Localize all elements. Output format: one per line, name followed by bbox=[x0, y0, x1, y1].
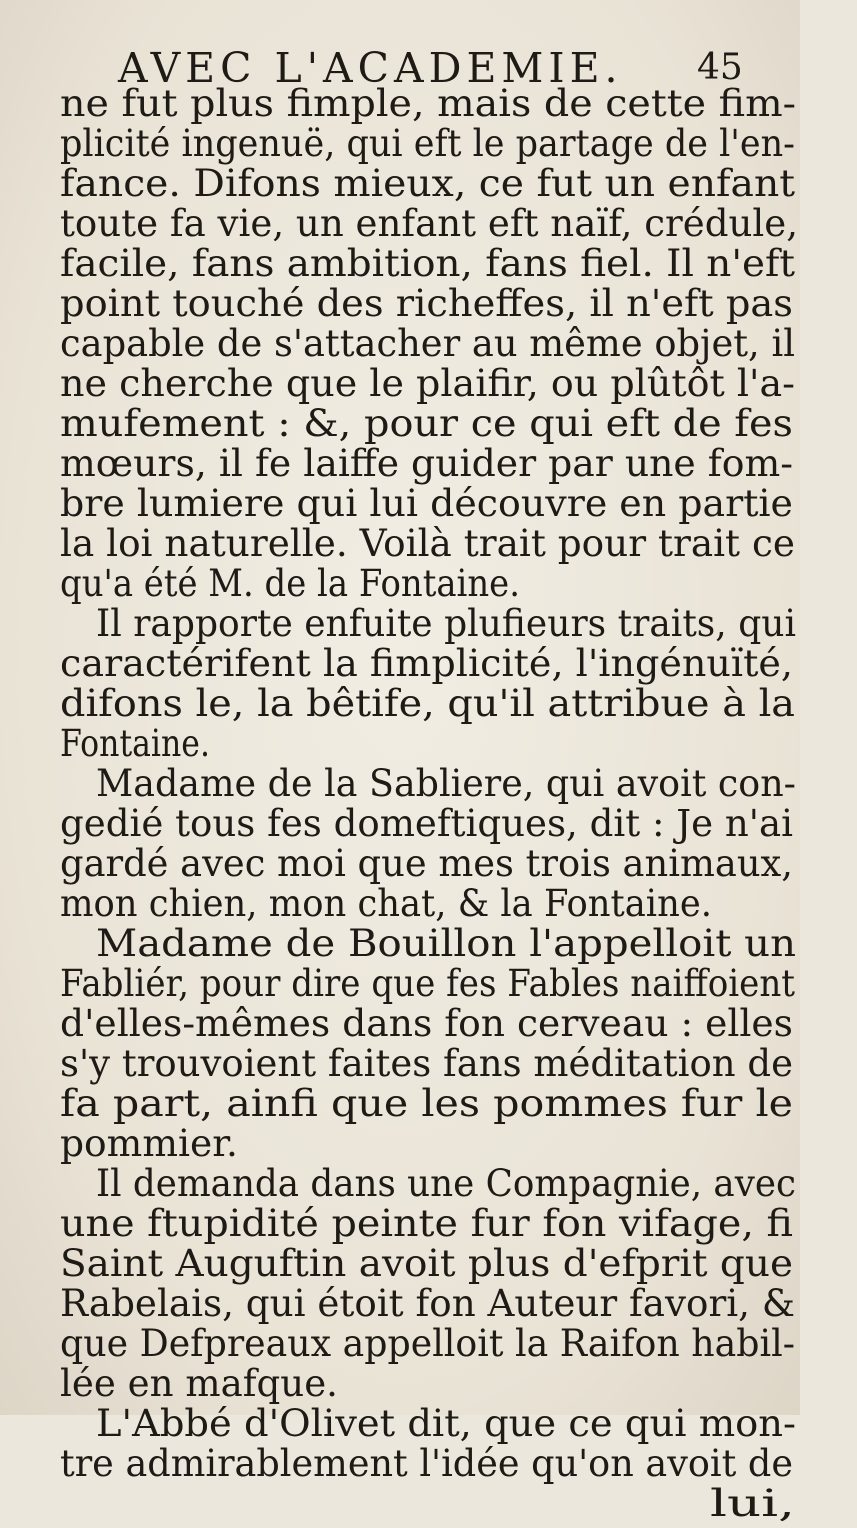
text-line: Rabelais, qui étoit fon Auteur favori, & bbox=[60, 1282, 795, 1325]
text-line: point touché des richeffes, il n'eft pas bbox=[60, 282, 793, 325]
text-line: Fabliér, pour dire que fes Fables naiffoient bbox=[60, 962, 795, 1005]
text-line: gedié tous fes domeftiques, dit : Je n'ai bbox=[60, 802, 793, 845]
text-line: plicité ingenuë, qui eft le partage de l'en- bbox=[60, 122, 795, 165]
text-line: Madame de la Sabliere, qui avoit con- bbox=[96, 762, 796, 805]
text-line: qu'a été M. de la Fontaine. bbox=[60, 562, 520, 605]
text-line: bre lumiere qui lui découvre en partie bbox=[60, 482, 793, 525]
text-line: tre admirablement l'idée qu'on avoit de bbox=[60, 1442, 793, 1485]
text-line: Madame de Bouillon l'appelloit un bbox=[96, 922, 796, 965]
text-line: ne fut plus fimple, mais de cette fim- bbox=[60, 82, 796, 125]
running-head bbox=[0, 20, 800, 92]
text-line: difons le, la bêtife, qu'il attribue à la bbox=[60, 682, 796, 725]
text-line: que Defpreaux appelloit la Raifon habil- bbox=[60, 1322, 795, 1365]
text-line: Fontaine. bbox=[60, 722, 210, 765]
page-number: 45 bbox=[697, 47, 743, 88]
text-line: s'y trouvoient faites fans méditation de bbox=[60, 1042, 793, 1085]
text-line: pommier. bbox=[60, 1122, 238, 1165]
text-line: capable de s'attacher au même objet, il bbox=[60, 322, 795, 365]
text-line: mon chien, mon chat, & la Fontaine. bbox=[60, 882, 712, 925]
text-line: L'Abbé d'Olivet dit, que ce qui mon- bbox=[96, 1402, 796, 1445]
text-line: facile, fans ambition, fans fiel. Il n'eft bbox=[60, 242, 796, 285]
text-line: Il rapporte enfuite plufieurs traits, qui bbox=[96, 602, 796, 645]
text-line: lui, bbox=[710, 1482, 795, 1525]
text-line: ne cherche que le plaifir, ou plûtôt l'a- bbox=[60, 362, 795, 405]
text-line: lée en mafque. bbox=[60, 1362, 338, 1405]
text-line: caractérifent la fimplicité, l'ingénuïté, bbox=[60, 642, 793, 685]
text-line: la loi naturelle. Voilà trait pour trait ce bbox=[60, 522, 795, 565]
text-line: une ftupidité peinte fur fon vifage, fi bbox=[60, 1202, 793, 1245]
running-title: AVEC L'ACADEMIE. bbox=[118, 44, 623, 92]
text-line: fance. Difons mieux, ce fut un enfant bbox=[60, 162, 795, 205]
text-line: fa part, ainfi que les pommes fur le bbox=[60, 1082, 793, 1125]
text-line: mœurs, il fe laiffe guider par une fom- bbox=[60, 442, 793, 485]
text-line: mufement : &, pour ce qui eft de fes bbox=[60, 402, 793, 445]
text-line: gardé avec moi que mes trois animaux, bbox=[60, 842, 793, 885]
text-line: toute fa vie, un enfant eft naïf, crédule, bbox=[60, 202, 798, 245]
text-line: Saint Auguftin avoit plus d'efprit que bbox=[60, 1242, 793, 1285]
text-line: Il demanda dans une Compagnie, avec bbox=[96, 1162, 796, 1205]
text-line: d'elles-mêmes dans fon cerveau : elles bbox=[60, 1002, 793, 1045]
